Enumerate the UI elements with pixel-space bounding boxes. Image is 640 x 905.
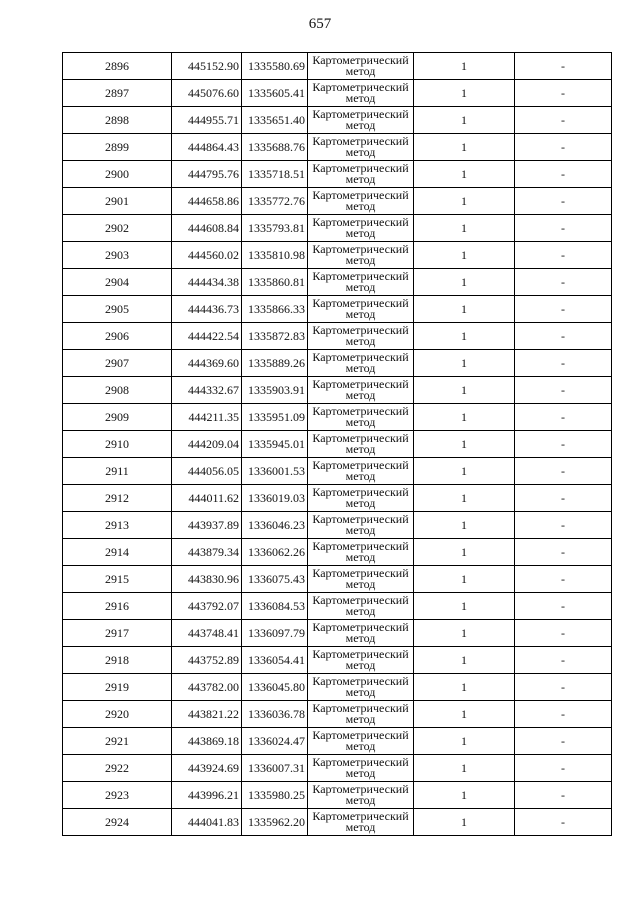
method-cell — [308, 215, 414, 242]
method-line-2: метод — [345, 658, 376, 672]
method-cell — [308, 404, 414, 431]
x-coordinate-cell: 444209.04 — [172, 431, 242, 458]
method-cell — [308, 809, 414, 836]
method-line-2: метод — [345, 226, 376, 240]
method-line-2: метод — [345, 415, 376, 429]
point-number-cell: 2911 — [63, 458, 172, 485]
table-row — [63, 647, 612, 674]
method-line-1: Картометрический — [312, 431, 409, 445]
y-coordinate-cell: 1335580.69 — [242, 53, 308, 80]
method-line-1: Картометрический — [312, 134, 409, 148]
count-cell: 1 — [414, 377, 515, 404]
x-coordinate-cell: 445152.90 — [172, 53, 242, 80]
x-coordinate-cell: 443869.18 — [172, 728, 242, 755]
method-cell — [308, 647, 414, 674]
method-line-2: метод — [345, 91, 376, 105]
note-cell: - — [515, 215, 612, 242]
table-row — [63, 431, 612, 458]
table-row — [63, 296, 612, 323]
method-line-1: Картометрический — [312, 566, 409, 580]
y-coordinate-cell: 1335793.81 — [242, 215, 308, 242]
y-coordinate-cell: 1335772.76 — [242, 188, 308, 215]
y-coordinate-cell: 1336045.80 — [242, 674, 308, 701]
count-cell: 1 — [414, 674, 515, 701]
count-cell: 1 — [414, 485, 515, 512]
method-cell — [308, 620, 414, 647]
method-line-1: Картометрический — [312, 782, 409, 796]
note-cell: - — [515, 80, 612, 107]
note-cell: - — [515, 485, 612, 512]
y-coordinate-cell: 1336046.23 — [242, 512, 308, 539]
count-cell: 1 — [414, 539, 515, 566]
x-coordinate-cell: 443879.34 — [172, 539, 242, 566]
method-line-2: метод — [345, 550, 376, 564]
count-cell: 1 — [414, 431, 515, 458]
table-row — [63, 674, 612, 701]
note-cell: - — [515, 188, 612, 215]
table-row — [63, 458, 612, 485]
x-coordinate-cell: 444211.35 — [172, 404, 242, 431]
method-line-1: Картометрический — [312, 161, 409, 175]
method-line-2: метод — [345, 820, 376, 834]
x-coordinate-cell: 444955.71 — [172, 107, 242, 134]
method-line-1: Картометрический — [312, 323, 409, 337]
method-line-1: Картометрический — [312, 296, 409, 310]
method-cell — [308, 269, 414, 296]
method-line-1: Картометрический — [312, 620, 409, 634]
method-cell — [308, 296, 414, 323]
method-cell — [308, 323, 414, 350]
point-number-cell: 2913 — [63, 512, 172, 539]
table-row — [63, 323, 612, 350]
count-cell: 1 — [414, 701, 515, 728]
count-cell: 1 — [414, 620, 515, 647]
y-coordinate-cell: 1336097.79 — [242, 620, 308, 647]
table-row — [63, 107, 612, 134]
note-cell: - — [515, 539, 612, 566]
method-line-2: метод — [345, 469, 376, 483]
x-coordinate-cell: 444795.76 — [172, 161, 242, 188]
y-coordinate-cell: 1336007.31 — [242, 755, 308, 782]
note-cell: - — [515, 809, 612, 836]
x-coordinate-cell: 443748.41 — [172, 620, 242, 647]
y-coordinate-cell: 1335718.51 — [242, 161, 308, 188]
count-cell: 1 — [414, 512, 515, 539]
page-number: 657 — [308, 16, 332, 32]
method-cell — [308, 350, 414, 377]
point-number-cell: 2907 — [63, 350, 172, 377]
note-cell: - — [515, 134, 612, 161]
note-cell: - — [515, 53, 612, 80]
count-cell: 1 — [414, 647, 515, 674]
method-line-1: Картометрический — [312, 728, 409, 742]
method-cell — [308, 107, 414, 134]
point-number-cell: 2912 — [63, 485, 172, 512]
x-coordinate-cell: 444332.67 — [172, 377, 242, 404]
table-body — [63, 53, 612, 836]
table-row — [63, 53, 612, 80]
x-coordinate-cell: 444056.05 — [172, 458, 242, 485]
table-row — [63, 404, 612, 431]
method-cell — [308, 593, 414, 620]
table-row — [63, 755, 612, 782]
point-number-cell: 2914 — [63, 539, 172, 566]
y-coordinate-cell: 1335688.76 — [242, 134, 308, 161]
table-row — [63, 539, 612, 566]
note-cell: - — [515, 107, 612, 134]
y-coordinate-cell: 1335951.09 — [242, 404, 308, 431]
method-cell — [308, 161, 414, 188]
method-line-1: Картометрический — [312, 242, 409, 256]
point-number-cell: 2908 — [63, 377, 172, 404]
method-line-1: Картометрический — [312, 215, 409, 229]
method-line-2: метод — [345, 739, 376, 753]
y-coordinate-cell: 1335962.20 — [242, 809, 308, 836]
count-cell: 1 — [414, 755, 515, 782]
y-coordinate-cell: 1335945.01 — [242, 431, 308, 458]
point-number-cell: 2898 — [63, 107, 172, 134]
y-coordinate-cell: 1335889.26 — [242, 350, 308, 377]
method-line-1: Картометрический — [312, 404, 409, 418]
table-row — [63, 593, 612, 620]
method-line-2: метод — [345, 253, 376, 267]
method-cell — [308, 512, 414, 539]
method-line-1: Картометрический — [312, 188, 409, 202]
table-row — [63, 701, 612, 728]
count-cell: 1 — [414, 566, 515, 593]
note-cell: - — [515, 755, 612, 782]
table-row — [63, 188, 612, 215]
method-line-1: Картометрический — [312, 755, 409, 769]
point-number-cell: 2924 — [63, 809, 172, 836]
note-cell: - — [515, 323, 612, 350]
method-line-2: метод — [345, 388, 376, 402]
note-cell: - — [515, 269, 612, 296]
point-number-cell: 2902 — [63, 215, 172, 242]
note-cell: - — [515, 350, 612, 377]
count-cell: 1 — [414, 728, 515, 755]
x-coordinate-cell: 444011.62 — [172, 485, 242, 512]
note-cell: - — [515, 701, 612, 728]
method-line-1: Картометрический — [312, 53, 409, 67]
method-line-1: Картометрический — [312, 485, 409, 499]
count-cell: 1 — [414, 242, 515, 269]
point-number-cell: 2909 — [63, 404, 172, 431]
note-cell: - — [515, 728, 612, 755]
method-line-2: метод — [345, 577, 376, 591]
x-coordinate-cell: 444658.86 — [172, 188, 242, 215]
note-cell: - — [515, 431, 612, 458]
table-row — [63, 269, 612, 296]
note-cell: - — [515, 404, 612, 431]
x-coordinate-cell: 445076.60 — [172, 80, 242, 107]
point-number-cell: 2915 — [63, 566, 172, 593]
note-cell: - — [515, 458, 612, 485]
count-cell: 1 — [414, 80, 515, 107]
note-cell: - — [515, 647, 612, 674]
method-cell — [308, 701, 414, 728]
method-line-2: метод — [345, 523, 376, 537]
table-row — [63, 728, 612, 755]
method-line-1: Картометрический — [312, 593, 409, 607]
method-line-2: метод — [345, 442, 376, 456]
method-line-1: Картометрический — [312, 809, 409, 823]
method-line-2: метод — [345, 496, 376, 510]
y-coordinate-cell: 1335872.83 — [242, 323, 308, 350]
method-cell — [308, 80, 414, 107]
method-line-2: метод — [345, 199, 376, 213]
y-coordinate-cell: 1335903.91 — [242, 377, 308, 404]
y-coordinate-cell: 1335810.98 — [242, 242, 308, 269]
method-cell — [308, 458, 414, 485]
method-line-2: метод — [345, 604, 376, 618]
method-cell — [308, 539, 414, 566]
table-row — [63, 512, 612, 539]
count-cell: 1 — [414, 107, 515, 134]
y-coordinate-cell: 1335860.81 — [242, 269, 308, 296]
point-number-cell: 2921 — [63, 728, 172, 755]
table-row — [63, 377, 612, 404]
count-cell: 1 — [414, 404, 515, 431]
count-cell: 1 — [414, 215, 515, 242]
x-coordinate-cell: 443792.07 — [172, 593, 242, 620]
method-cell — [308, 566, 414, 593]
point-number-cell: 2906 — [63, 323, 172, 350]
method-line-2: метод — [345, 766, 376, 780]
method-line-2: метод — [345, 145, 376, 159]
method-line-2: метод — [345, 361, 376, 375]
coordinates-table — [62, 52, 612, 836]
y-coordinate-cell: 1336024.47 — [242, 728, 308, 755]
count-cell: 1 — [414, 269, 515, 296]
y-coordinate-cell: 1336054.41 — [242, 647, 308, 674]
count-cell: 1 — [414, 188, 515, 215]
method-cell — [308, 755, 414, 782]
method-line-1: Картометрический — [312, 647, 409, 661]
count-cell: 1 — [414, 161, 515, 188]
method-cell — [308, 782, 414, 809]
method-cell — [308, 674, 414, 701]
x-coordinate-cell: 443821.22 — [172, 701, 242, 728]
note-cell: - — [515, 674, 612, 701]
note-cell: - — [515, 377, 612, 404]
point-number-cell: 2900 — [63, 161, 172, 188]
x-coordinate-cell: 443996.21 — [172, 782, 242, 809]
count-cell: 1 — [414, 53, 515, 80]
method-cell — [308, 242, 414, 269]
method-line-2: метод — [345, 334, 376, 348]
note-cell: - — [515, 593, 612, 620]
note-cell: - — [515, 620, 612, 647]
method-cell — [308, 728, 414, 755]
table-row — [63, 134, 612, 161]
count-cell: 1 — [414, 296, 515, 323]
note-cell: - — [515, 296, 612, 323]
method-line-1: Картометрический — [312, 350, 409, 364]
method-line-2: метод — [345, 307, 376, 321]
table-row — [63, 620, 612, 647]
method-line-1: Картометрический — [312, 539, 409, 553]
x-coordinate-cell: 444041.83 — [172, 809, 242, 836]
method-line-1: Картометрический — [312, 458, 409, 472]
method-line-2: метод — [345, 712, 376, 726]
table-row — [63, 350, 612, 377]
x-coordinate-cell: 443924.69 — [172, 755, 242, 782]
method-line-2: метод — [345, 631, 376, 645]
x-coordinate-cell: 444434.38 — [172, 269, 242, 296]
y-coordinate-cell: 1336001.53 — [242, 458, 308, 485]
note-cell: - — [515, 782, 612, 809]
point-number-cell: 2920 — [63, 701, 172, 728]
count-cell: 1 — [414, 458, 515, 485]
table-row — [63, 215, 612, 242]
method-line-1: Картометрический — [312, 701, 409, 715]
method-line-2: метод — [345, 793, 376, 807]
method-line-2: метод — [345, 685, 376, 699]
y-coordinate-cell: 1336019.03 — [242, 485, 308, 512]
y-coordinate-cell: 1336075.43 — [242, 566, 308, 593]
table-row — [63, 782, 612, 809]
y-coordinate-cell: 1336084.53 — [242, 593, 308, 620]
table-row — [63, 485, 612, 512]
point-number-cell: 2897 — [63, 80, 172, 107]
method-line-2: метод — [345, 172, 376, 186]
point-number-cell: 2917 — [63, 620, 172, 647]
point-number-cell: 2923 — [63, 782, 172, 809]
point-number-cell: 2910 — [63, 431, 172, 458]
point-number-cell: 2903 — [63, 242, 172, 269]
method-cell — [308, 377, 414, 404]
count-cell: 1 — [414, 593, 515, 620]
method-line-2: метод — [345, 280, 376, 294]
table-row — [63, 809, 612, 836]
point-number-cell: 2905 — [63, 296, 172, 323]
point-number-cell: 2896 — [63, 53, 172, 80]
note-cell: - — [515, 512, 612, 539]
y-coordinate-cell: 1335651.40 — [242, 107, 308, 134]
method-cell — [308, 53, 414, 80]
method-line-1: Картометрический — [312, 674, 409, 688]
count-cell: 1 — [414, 323, 515, 350]
method-line-2: метод — [345, 118, 376, 132]
point-number-cell: 2904 — [63, 269, 172, 296]
method-line-1: Картометрический — [312, 80, 409, 94]
x-coordinate-cell: 443752.89 — [172, 647, 242, 674]
method-line-1: Картометрический — [312, 269, 409, 283]
x-coordinate-cell: 444560.02 — [172, 242, 242, 269]
method-cell — [308, 134, 414, 161]
table-row — [63, 566, 612, 593]
x-coordinate-cell: 444422.54 — [172, 323, 242, 350]
y-coordinate-cell: 1336036.78 — [242, 701, 308, 728]
point-number-cell: 2901 — [63, 188, 172, 215]
count-cell: 1 — [414, 134, 515, 161]
x-coordinate-cell: 443782.00 — [172, 674, 242, 701]
y-coordinate-cell: 1335980.25 — [242, 782, 308, 809]
point-number-cell: 2918 — [63, 647, 172, 674]
method-line-2: метод — [345, 64, 376, 78]
x-coordinate-cell: 444436.73 — [172, 296, 242, 323]
table-row — [63, 242, 612, 269]
note-cell: - — [515, 566, 612, 593]
note-cell: - — [515, 242, 612, 269]
method-line-1: Картометрический — [312, 107, 409, 121]
x-coordinate-cell: 444369.60 — [172, 350, 242, 377]
point-number-cell: 2916 — [63, 593, 172, 620]
x-coordinate-cell: 443937.89 — [172, 512, 242, 539]
y-coordinate-cell: 1335605.41 — [242, 80, 308, 107]
method-line-1: Картометрический — [312, 377, 409, 391]
method-cell — [308, 431, 414, 458]
y-coordinate-cell: 1336062.26 — [242, 539, 308, 566]
table-row — [63, 161, 612, 188]
x-coordinate-cell: 444608.84 — [172, 215, 242, 242]
table-row — [63, 80, 612, 107]
x-coordinate-cell: 444864.43 — [172, 134, 242, 161]
count-cell: 1 — [414, 782, 515, 809]
count-cell: 1 — [414, 809, 515, 836]
point-number-cell: 2899 — [63, 134, 172, 161]
y-coordinate-cell: 1335866.33 — [242, 296, 308, 323]
method-line-1: Картометрический — [312, 512, 409, 526]
method-cell — [308, 188, 414, 215]
count-cell: 1 — [414, 350, 515, 377]
x-coordinate-cell: 443830.96 — [172, 566, 242, 593]
method-cell — [308, 485, 414, 512]
note-cell: - — [515, 161, 612, 188]
point-number-cell: 2922 — [63, 755, 172, 782]
point-number-cell: 2919 — [63, 674, 172, 701]
